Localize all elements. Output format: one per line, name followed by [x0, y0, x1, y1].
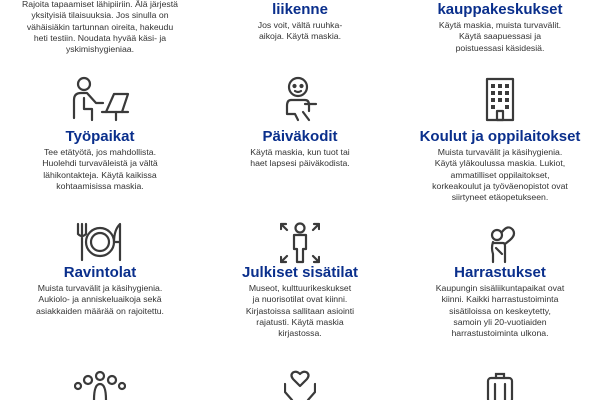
gatherings-text: Rajoita tapaamiset lähipiiriin. Älä järjestä yksityisiä tilaisuuksia. Jos sinulla on vähäisiäkin tartunnan oireita, hakeudu heti testiin. Noudata hyvää käsi- ja yskimishygieniaa.: [22, 0, 178, 55]
gatherings-card: [0, 0, 200, 66]
restaurants-text: Muista turvavälit ja käsihygienia. Aukiolo- ja anniskeluaikoja sekä asiakkaiden määrää on rajoitettu.: [36, 283, 164, 316]
school-building-icon: [484, 76, 516, 122]
public-spaces-text: Museot, kulttuurikeskukset ja nuorisotilat ovat kiinni. Kirjastoissa sallitaan asiointi rajatusti. Käytä maskia kirjastossa.: [245, 283, 355, 339]
transport-text: Jos voit, vältä ruuhka- aikoja. Käytä maskia.: [257, 20, 343, 42]
indoor-person-icon: [280, 222, 320, 264]
shopping-title: kauppakeskukset: [437, 1, 563, 18]
shopping-text: Käytä maskia, muista turvavälit. Käytä saapuessasi ja poistuessasi käsidesiä.: [438, 20, 562, 53]
schools-text: Muista turvavälit ja käsihygienia. Käytä yläkoulussa maskia. Lukiot, ammatilliset oppilaitokset, korkeakoulut ja työväenopistot ovat siirtyneet etäopetukseen.: [432, 147, 568, 203]
shopping-card: [400, 0, 600, 66]
desk-worker-icon: [70, 76, 130, 122]
transport-title: liikenne: [272, 1, 328, 18]
public-spaces-title: Julkiset sisätilat: [242, 264, 358, 281]
restaurants-card: [0, 222, 200, 362]
luggage-icon: [484, 372, 516, 400]
hobbies-title: Harrastukset: [454, 264, 546, 281]
baby-icon: [278, 76, 322, 122]
workplaces-card: [0, 76, 200, 216]
hobbies-text: Kaupungin sisäliikuntapaikat ovat kiinni. Kaikki harrastustoiminta sisätiloissa on keskeytetty, samoin yli 20-vuotiaiden harrastustoiminta ulkona.: [435, 283, 565, 339]
restaurants-title: Ravintolat: [63, 264, 137, 281]
workplaces-title: Työpaikat: [65, 128, 135, 145]
schools-title: Koulut ja oppilaitokset: [419, 128, 581, 145]
heart-hands-icon: [284, 370, 316, 400]
plate-cutlery-icon: [74, 222, 126, 262]
transport-card: [200, 0, 400, 66]
hobbies-card: [400, 222, 600, 362]
stretching-person-icon: [480, 222, 520, 264]
group-icon: [74, 370, 126, 400]
daycare-title: Päiväkodit: [262, 128, 338, 145]
daycare-card: [200, 76, 400, 216]
public-spaces-card: [200, 222, 400, 362]
schools-card: [400, 76, 600, 216]
workplaces-text: Tee etätyötä, jos mahdollista. Huolehdi turvaväleistä ja vältä lähikontakteja. Käytä kaikissa kohtaamisissa maskia.: [42, 147, 158, 191]
daycare-text: Käytä maskia, kun tuot tai haet lapsesi päiväkodista.: [250, 147, 350, 169]
